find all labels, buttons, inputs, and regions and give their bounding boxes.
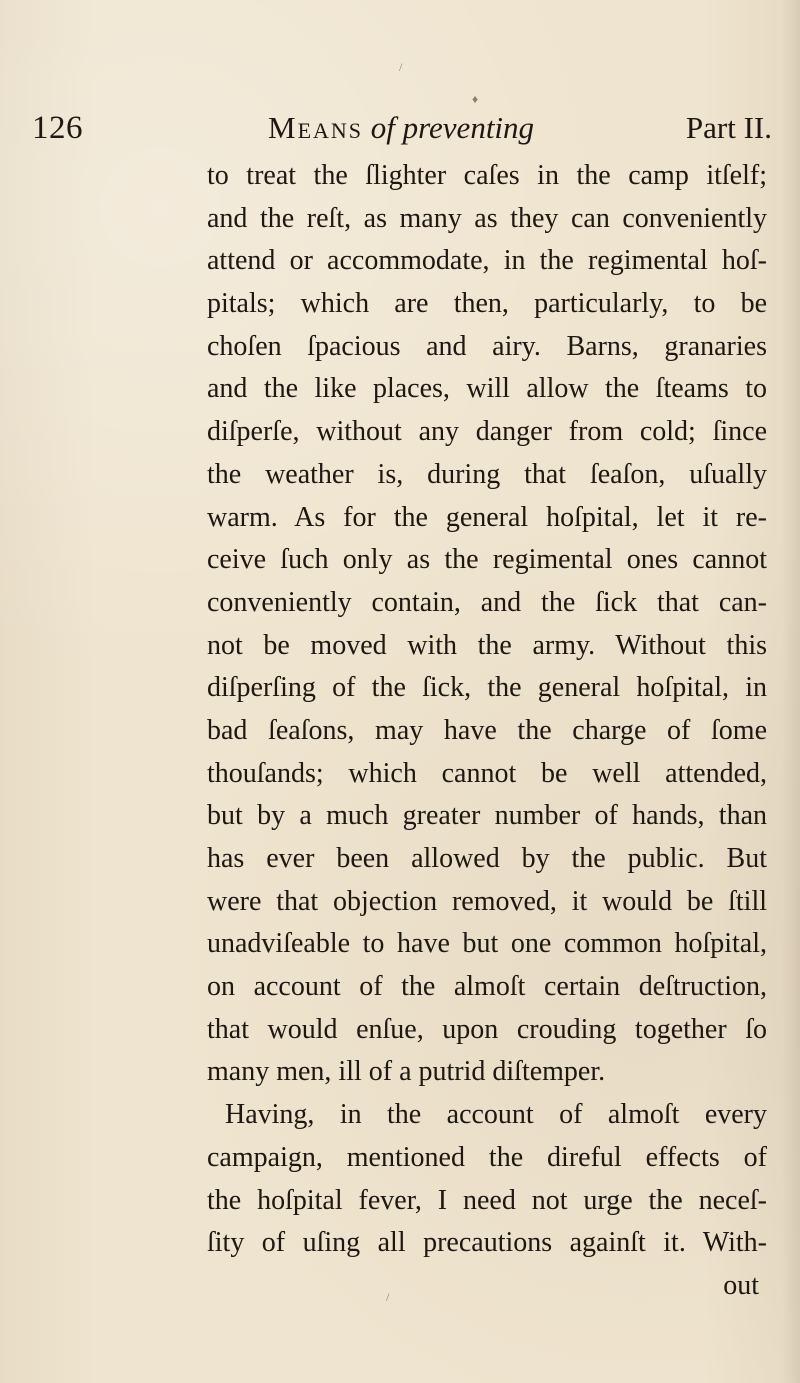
- text-line: pitals; which are then, particularly, to be: [207, 288, 767, 320]
- text-line: diſperſe, without any danger from cold; ſince: [207, 416, 767, 448]
- text-line: on account of the almoſt certain deſtruction,: [207, 971, 767, 1003]
- text-line: diſperſing of the ſick, the general hoſpital, in: [207, 672, 767, 704]
- text-line: that would enſue, upon crouding together ſo: [207, 1013, 767, 1045]
- catchword: out: [723, 1269, 759, 1301]
- page-edge-shadow: [782, 0, 800, 1383]
- running-title-main: Means: [268, 110, 364, 145]
- text-line: to treat the ſlighter caſes in the camp itſelf;: [207, 160, 767, 191]
- text-line: many men, ill of a putrid diſtemper.: [207, 1056, 606, 1088]
- page-header: [32, 110, 772, 158]
- text-line: ſity of uſing all precautions againſt it. With-: [207, 1227, 767, 1259]
- text-line: but by a much greater number of hands, than: [207, 800, 767, 832]
- text-line: attend or accommodate, in the regimental hoſ-: [207, 245, 767, 277]
- text-line: campaign, mentioned the direful effects of: [207, 1141, 767, 1173]
- part-label: Part II.: [685, 110, 772, 145]
- text-line: bad ſeaſons, may have the charge of ſome: [207, 714, 767, 746]
- text-line: the hoſpital fever, I need not urge the neceſ-: [207, 1184, 767, 1216]
- ink-speck: /: [386, 1290, 390, 1304]
- text-line: warm. As for the general hoſpital, let it re-: [207, 501, 767, 533]
- text-line: ceive ſuch only as the regimental ones cannot: [207, 544, 767, 576]
- text-line: not be moved with the army. Without this: [207, 629, 767, 661]
- running-title: [268, 110, 534, 146]
- text-line: Having, in the account of almoſt every: [225, 1099, 767, 1131]
- body-text: [207, 155, 767, 1308]
- text-line: choſen ſpacious and airy. Barns, granaries: [207, 330, 767, 362]
- ink-speck: ♦: [472, 92, 479, 106]
- ink-speck: /: [399, 60, 403, 74]
- text-line: has ever been allowed by the public. But: [207, 843, 767, 874]
- text-line: conveniently contain, and the ſick that can-: [207, 586, 767, 618]
- text-line: and the reſt, as many as they can conveniently: [207, 202, 767, 234]
- text-line: and the like places, will allow the ſteams to: [207, 373, 767, 405]
- text-line: the weather is, during that ſeaſon, uſually: [207, 458, 767, 490]
- text-line: were that objection removed, it would be ſtill: [207, 885, 767, 917]
- text-line: thouſands; which cannot be well attended,: [207, 757, 767, 789]
- page-number: 126: [32, 110, 83, 146]
- text-line: unadviſeable to have but one common hoſpital,: [207, 928, 767, 960]
- running-title-italic: of preventing: [370, 110, 535, 145]
